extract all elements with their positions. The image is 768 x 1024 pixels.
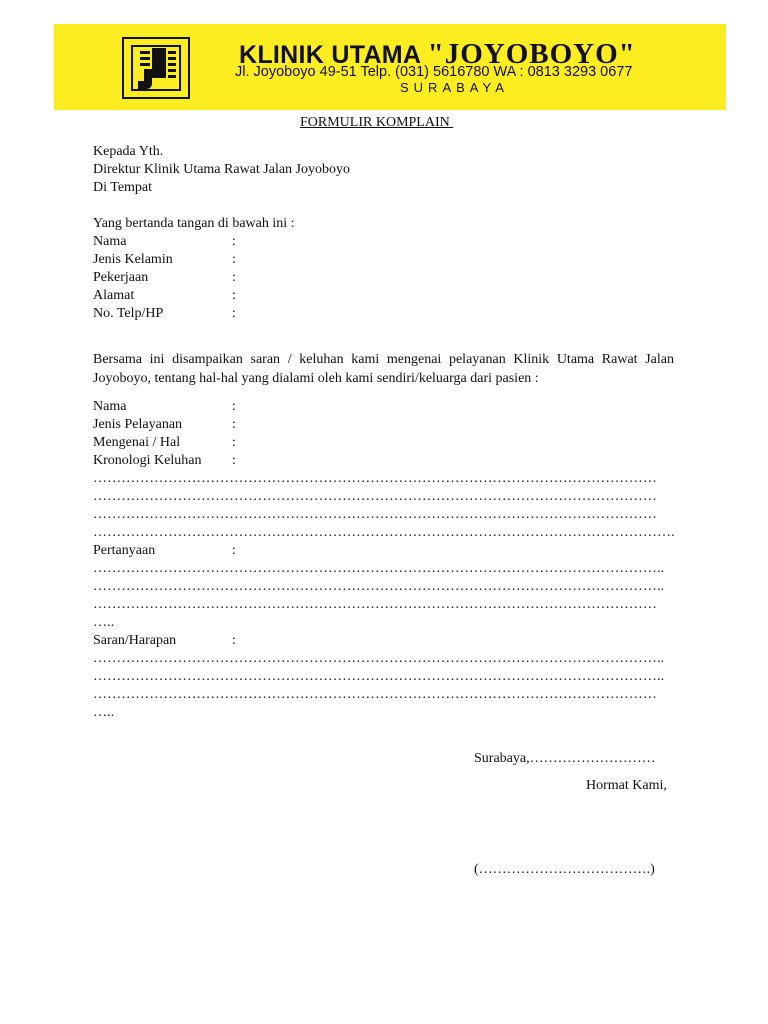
field-telp (93, 305, 236, 323)
dotted-line: ………………………………………………………………………………………………………… (93, 597, 657, 612)
field-colon: : (232, 543, 236, 558)
dotted-line: ………………………………………………………………………………………………………… (93, 507, 657, 522)
field-label: Nama (93, 234, 127, 249)
place-date: Surabaya,……………………… (474, 751, 656, 766)
field-pekerjaan (93, 269, 236, 287)
field-colon: : (232, 288, 236, 303)
clinic-address: Jl. Joyoboyo 49-51 Telp. (031) 5616780 WA : 0813 3293 0677 (235, 64, 633, 80)
field-alamat (93, 287, 236, 305)
clinic-logo-icon (122, 37, 190, 99)
field-label: Alamat (93, 288, 135, 303)
dotted-line: ………………………………………………………………………………………………………….. (93, 561, 665, 576)
letterhead (54, 24, 726, 110)
field-label: Mengenai / Hal (93, 435, 181, 450)
field-nama (93, 233, 236, 251)
field-colon: : (232, 417, 236, 432)
field-complaint-nama (93, 398, 236, 416)
field-label: Nama (93, 399, 127, 414)
clinic-name-prefix: KLINIK UTAMA (239, 41, 421, 69)
field-mengenai (93, 434, 236, 452)
dotted-line-tail: ….. (93, 705, 115, 720)
field-label: Pekerjaan (93, 270, 149, 285)
field-jenis-kelamin (93, 251, 236, 269)
field-colon: : (232, 399, 236, 414)
field-label: Saran/Harapan (93, 633, 177, 648)
field-label: Jenis Pelayanan (93, 417, 183, 432)
form-title: FORMULIR KOMPLAIN (300, 115, 454, 130)
intro-text: Yang bertanda tangan di bawah ini : (93, 216, 295, 231)
field-colon: : (232, 270, 236, 285)
field-colon: : (232, 453, 236, 468)
clinic-name-main: "JOYOBOYO" (427, 38, 636, 70)
field-label: No. Telp/HP (93, 306, 164, 321)
field-label: Kronologi Keluhan (93, 453, 202, 468)
dotted-line-tail: ….. (93, 615, 115, 630)
dotted-line: ………………………………………………………………………………………………………… (93, 489, 657, 504)
closing-text: Hormat Kami, (586, 778, 667, 793)
field-saran (93, 632, 236, 650)
dotted-line: ……………………………………………………………………………………………………………. (93, 525, 675, 540)
dotted-line: ………………………………………………………………………………………………………….. (93, 579, 665, 594)
field-colon: : (232, 435, 236, 450)
recipient-line-2: Direktur Klinik Utama Rawat Jalan Joyoboyo (93, 162, 351, 177)
signature-name-line: (……………………………….) (474, 862, 655, 877)
dotted-line: ………………………………………………………………………………………………………… (93, 471, 657, 486)
field-colon: : (232, 252, 236, 267)
clinic-city: SURABAYA (400, 80, 509, 95)
recipient-line-1: Kepada Yth. (93, 144, 164, 159)
dotted-line: ………………………………………………………………………………………………………….. (93, 651, 665, 666)
dotted-line: ………………………………………………………………………………………………………… (93, 687, 657, 702)
field-colon: : (232, 306, 236, 321)
field-colon: : (232, 633, 236, 648)
field-pertanyaan (93, 542, 236, 560)
field-colon: : (232, 234, 236, 249)
statement-paragraph: Bersama ini disampaikan saran / keluhan kami mengenai pelayanan Klinik Utama Rawat Jalan Joyoboyo, tentang hal-hal yang dialami oleh kami sendiri/keluarga dari pasien : (93, 352, 674, 386)
field-jenis-pelayanan (93, 416, 236, 434)
field-label: Pertanyaan (93, 543, 156, 558)
recipient-line-3: Di Tempat (93, 180, 153, 195)
field-label: Jenis Kelamin (93, 252, 173, 267)
field-kronologi (93, 452, 236, 470)
dotted-line: ………………………………………………………………………………………………………….. (93, 669, 665, 684)
